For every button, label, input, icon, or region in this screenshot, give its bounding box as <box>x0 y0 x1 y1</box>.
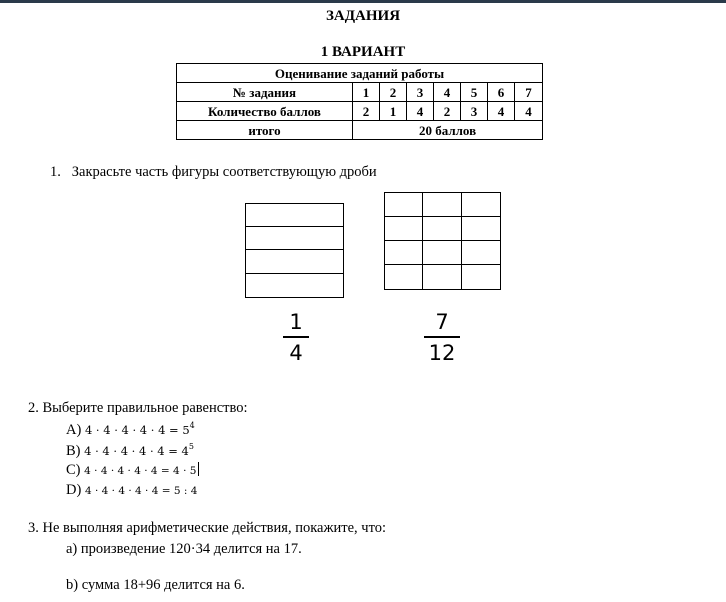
table-cell: 2 <box>353 102 380 121</box>
option-exponent: 4 <box>189 421 195 430</box>
fraction-bar <box>424 336 460 338</box>
grid-line <box>461 193 462 289</box>
option-b[interactable] <box>66 442 194 460</box>
table-cell: 5 <box>461 83 488 102</box>
fraction-numerator: 1 <box>289 310 303 334</box>
task-number-label: № задания <box>177 83 353 102</box>
grid-line <box>385 240 500 241</box>
option-expression: 4 · 4 · 4 · 4 · 4 = 5 <box>84 422 190 437</box>
task2-text: 2. Выберите правильное равенство: <box>28 400 248 416</box>
option-expression: 4 · 4 · 4 · 4 · 4 = 4 <box>84 443 189 458</box>
total-label: итого <box>177 121 353 140</box>
table-cell: 7 <box>515 83 543 102</box>
grading-table <box>176 63 543 140</box>
rectangle-twelfths[interactable] <box>384 192 501 290</box>
table-row <box>177 64 543 83</box>
rectangle-quarters[interactable] <box>245 203 344 298</box>
table-cell: 4 <box>407 102 434 121</box>
grid-line <box>246 249 343 250</box>
option-label: A) <box>66 421 82 438</box>
fraction-denominator: 12 <box>428 341 456 365</box>
fraction-numerator: 7 <box>435 310 449 334</box>
table-row <box>177 102 543 121</box>
fraction-denominator: 4 <box>289 341 303 365</box>
grid-line <box>246 226 343 227</box>
table-row <box>177 83 543 102</box>
option-expression: 4 · 4 · 4 · 4 · 4 = 5 : 4 <box>84 485 198 497</box>
table-cell: 3 <box>461 102 488 121</box>
option-expression: 4 · 4 · 4 · 4 · 4 = 4 · 5 <box>84 465 197 477</box>
table-cell: 6 <box>488 83 515 102</box>
variant-heading: 1 ВАРИАНТ <box>320 44 406 60</box>
page-title: ЗАДАНИЯ <box>325 8 401 24</box>
table-cell: 1 <box>353 83 380 102</box>
table-caption: Оценивание заданий работы <box>177 64 543 83</box>
text-cursor <box>198 462 199 476</box>
option-c[interactable] <box>66 462 199 479</box>
grid-line <box>385 216 500 217</box>
points-label: Количество баллов <box>177 102 353 121</box>
table-cell: 4 <box>515 102 543 121</box>
table-cell: 4 <box>434 83 461 102</box>
option-exponent: 5 <box>188 442 194 451</box>
table-cell: 1 <box>380 102 407 121</box>
option-d[interactable] <box>66 482 197 499</box>
table-cell: 2 <box>434 102 461 121</box>
fraction-bar <box>283 336 309 338</box>
grid-line <box>422 193 423 289</box>
fraction-seven-twelfths <box>424 310 460 365</box>
task3-part-a: а) произведение 120·34 делится на 17. <box>66 541 302 557</box>
task3-text: 3. Не выполняя арифметические действия, покажите, что: <box>28 520 386 536</box>
table-cell: 3 <box>407 83 434 102</box>
option-a[interactable] <box>66 421 195 439</box>
table-row <box>177 121 543 140</box>
task1-text: 1. Закрасьте часть фигуры соответствующую дроби <box>50 164 377 180</box>
grid-line <box>385 264 500 265</box>
table-cell: 4 <box>488 102 515 121</box>
option-label: C) <box>66 462 81 478</box>
option-label: B) <box>66 442 81 459</box>
option-label: D) <box>66 482 82 498</box>
task3-part-b: b) сумма 18+96 делится на 6. <box>66 577 245 593</box>
fraction-one-quarter <box>283 310 309 365</box>
top-border <box>0 0 726 3</box>
total-value: 20 баллов <box>353 121 543 140</box>
grid-line <box>246 273 343 274</box>
table-cell: 2 <box>380 83 407 102</box>
